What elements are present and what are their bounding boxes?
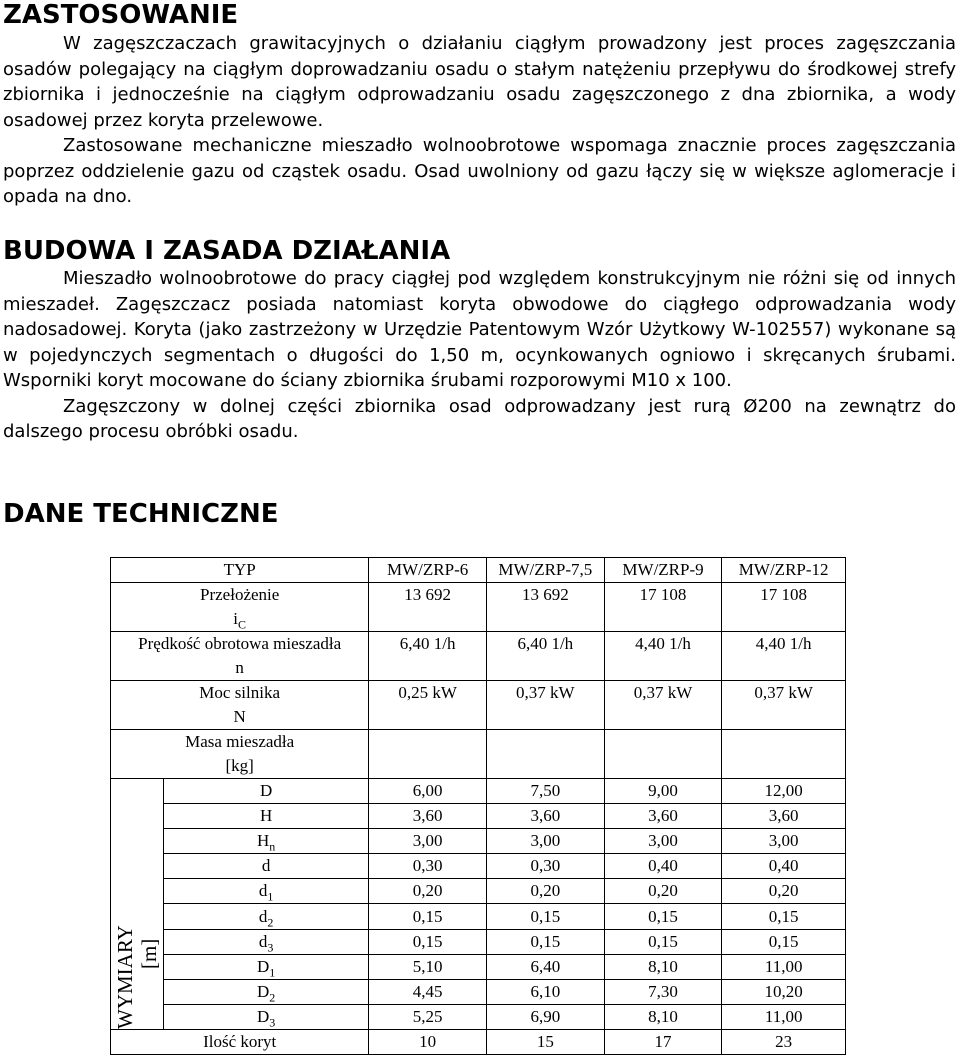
value-cell: 6,90: [486, 1004, 604, 1029]
symbol: d: [258, 931, 268, 951]
symbol-cell: [164, 979, 369, 1004]
value-cell: 0,30: [486, 854, 604, 879]
symbol-subscript: 2: [267, 914, 274, 929]
value-cell: 10,20: [722, 979, 846, 1004]
value-cell: [604, 730, 722, 779]
symbol: D: [257, 981, 270, 1001]
value-cell: 13 692: [369, 583, 487, 632]
value-cell: 0,15: [369, 904, 487, 929]
symbol-cell: [164, 779, 369, 804]
dimension-row: [111, 904, 846, 929]
value-cell: 3,60: [722, 804, 846, 829]
value-cell: 9,00: [604, 779, 722, 804]
symbol-cell: [111, 656, 369, 681]
header-model: MW/ZRP-12: [722, 558, 846, 583]
value-cell: 0,20: [369, 879, 487, 904]
symbol-cell: [164, 1004, 369, 1029]
value-cell: 0,15: [369, 929, 487, 954]
symbol-subscript: 1: [267, 889, 274, 904]
value-cell: 6,00: [369, 779, 487, 804]
symbol: D: [260, 781, 273, 801]
value-cell: 23: [722, 1030, 846, 1055]
symbol-cell: [164, 954, 369, 979]
value-cell: 0,37 kW: [486, 681, 604, 730]
symbol: d: [258, 906, 268, 926]
row-label: Przełożenie: [111, 583, 369, 608]
value-cell: 0,37 kW: [604, 681, 722, 730]
dimensions-label: [113, 789, 161, 1029]
paragraph: Mieszadło wolnoobrotowe do pracy ciągłej pod względem konstrukcyjnym nie różni się od innych mieszadeł. Zagęszczacz posiada natomiast koryta obwodowe do ciągłego odprowadzania wody nadosadowej. Koryta (jako zastrzeżony w Urzędzie Patentowym Wzór Użytkowy W-102557) wykonane są w pojedynczych segmentach o długości do 1,50 m, ocynkowanych ogniowo i skręcanych śrubami. Wsporniki koryt mocowane do ściany zbiornika śrubami rozporowymi M10 x 100.: [3, 268, 956, 391]
value-cell: 6,40 1/h: [369, 632, 487, 681]
value-cell: 0,15: [604, 904, 722, 929]
value-cell: [369, 730, 487, 779]
dimension-row: [111, 1004, 846, 1029]
symbol: n: [235, 658, 244, 677]
dimension-row: [111, 829, 846, 854]
symbol-subscript: C: [238, 617, 247, 632]
dimension-row: [111, 879, 846, 904]
value-cell: 6,40 1/h: [486, 632, 604, 681]
paragraph: Zagęszczony w dolnej części zbiornika osad odprowadzany jest rurą Ø200 na zewnątrz do dalszego procesu obróbki osadu.: [3, 395, 956, 442]
symbol-cell: [164, 829, 369, 854]
dimension-row: [111, 954, 846, 979]
symbol-subscript: 3: [269, 1015, 276, 1030]
value-cell: 0,40: [722, 854, 846, 879]
value-cell: 3,60: [486, 804, 604, 829]
value-cell: 11,00: [722, 1004, 846, 1029]
value-cell: 4,40 1/h: [604, 632, 722, 681]
dimensions-unit: [m]: [137, 938, 161, 969]
value-cell: 0,20: [486, 879, 604, 904]
value-cell: 3,00: [486, 829, 604, 854]
symbol-subscript: n: [269, 839, 276, 854]
symbol-cell: [164, 904, 369, 929]
symbol-cell: [164, 879, 369, 904]
value-cell: 0,15: [604, 929, 722, 954]
row-label: Prędkość obrotowa mieszadła: [111, 632, 369, 657]
value-cell: 12,00: [722, 779, 846, 804]
section-title-technical: DANE TECHNICZNE: [3, 499, 279, 529]
table-header-row: [111, 558, 846, 583]
table-row: [111, 730, 846, 755]
value-cell: 4,45: [369, 979, 487, 1004]
value-cell: [486, 730, 604, 779]
row-label: Moc silnika: [111, 681, 369, 706]
header-model: MW/ZRP-7,5: [486, 558, 604, 583]
header-model: MW/ZRP-6: [369, 558, 487, 583]
symbol-subscript: 2: [269, 990, 276, 1005]
value-cell: 0,15: [722, 904, 846, 929]
value-cell: 0,15: [722, 929, 846, 954]
symbol-cell: [164, 854, 369, 879]
section-title-application: ZASTOSOWANIE: [3, 0, 239, 30]
section-title-construction: BUDOWA I ZASADA DZIAŁANIA: [3, 236, 451, 266]
symbol-cell: [164, 804, 369, 829]
value-cell: 0,15: [486, 929, 604, 954]
symbol: H: [257, 831, 270, 851]
value-cell: 6,10: [486, 979, 604, 1004]
technical-data-table: [110, 557, 846, 1055]
value-cell: 6,40: [486, 954, 604, 979]
table-row: [111, 681, 846, 706]
value-cell: 0,37 kW: [722, 681, 846, 730]
value-cell: 3,00: [604, 829, 722, 854]
symbol-subscript: 1: [269, 965, 276, 980]
value-cell: 17: [604, 1030, 722, 1055]
symbol: i: [233, 609, 239, 628]
value-cell: 0,15: [486, 904, 604, 929]
value-cell: [722, 730, 846, 779]
value-cell: 17 108: [604, 583, 722, 632]
dimension-row: [111, 779, 846, 804]
count-row: [111, 1030, 846, 1055]
table-row: [111, 583, 846, 608]
value-cell: 7,50: [486, 779, 604, 804]
symbol: D: [257, 1006, 270, 1026]
symbol-cell: [164, 929, 369, 954]
dimension-row: [111, 979, 846, 1004]
dimension-row: [111, 804, 846, 829]
value-cell: 0,20: [722, 879, 846, 904]
header-type: TYP: [111, 558, 369, 583]
value-cell: 13 692: [486, 583, 604, 632]
paragraph: W zagęszczaczach grawitacyjnych o działaniu ciągłym prowadzony jest proces zagęszczania osadów polegający na ciągłym doprowadzaniu osadu o stałym natężeniu przepływu do środkowej strefy zbiornika i jednocześnie na ciągłym odprowadzaniu osadu zagęszczonego z dna zbiornika, a wody osadowej przez koryta przelewowe.: [3, 33, 956, 131]
symbol: D: [257, 956, 270, 976]
row-label: Ilość koryt: [111, 1030, 369, 1055]
value-cell: 0,40: [604, 854, 722, 879]
value-cell: 7,30: [604, 979, 722, 1004]
symbol: d: [261, 856, 271, 876]
paragraph: Zastosowane mechaniczne mieszadło wolnoobrotowe wspomaga znacznie proces zagęszczania poprzez oddzielenie gazu od cząstek osadu. Osad uwolniony od gazu łączy się w większe aglomeracje i opada na dno.: [3, 135, 956, 207]
symbol: N: [233, 707, 246, 726]
header-model: MW/ZRP-9: [604, 558, 722, 583]
dimension-row: [111, 929, 846, 954]
value-cell: 3,60: [369, 804, 487, 829]
value-cell: 0,20: [604, 879, 722, 904]
value-cell: 11,00: [722, 954, 846, 979]
value-cell: 17 108: [722, 583, 846, 632]
value-cell: 5,10: [369, 954, 487, 979]
value-cell: 8,10: [604, 954, 722, 979]
value-cell: 0,30: [369, 854, 487, 879]
dimensions-title: WYMIARY: [113, 925, 137, 1029]
dimensions-label-cell: [111, 779, 164, 1030]
symbol: d: [258, 881, 268, 901]
value-cell: 3,00: [369, 829, 487, 854]
construction-text: [3, 266, 956, 445]
value-cell: 5,25: [369, 1004, 487, 1029]
symbol-cell: [111, 705, 369, 730]
symbol: H: [260, 806, 273, 826]
application-text: [3, 31, 956, 210]
value-cell: 0,25 kW: [369, 681, 487, 730]
value-cell: 8,10: [604, 1004, 722, 1029]
symbol-cell: [111, 607, 369, 632]
row-label: Masa mieszadła: [111, 730, 369, 755]
symbol-cell: [111, 754, 369, 779]
value-cell: 4,40 1/h: [722, 632, 846, 681]
symbol: [kg]: [225, 756, 254, 775]
symbol-subscript: 3: [267, 940, 274, 954]
table-row: [111, 632, 846, 657]
dimension-row: [111, 854, 846, 879]
value-cell: 10: [369, 1030, 487, 1055]
value-cell: 15: [486, 1030, 604, 1055]
value-cell: 3,00: [722, 829, 846, 854]
value-cell: 3,60: [604, 804, 722, 829]
